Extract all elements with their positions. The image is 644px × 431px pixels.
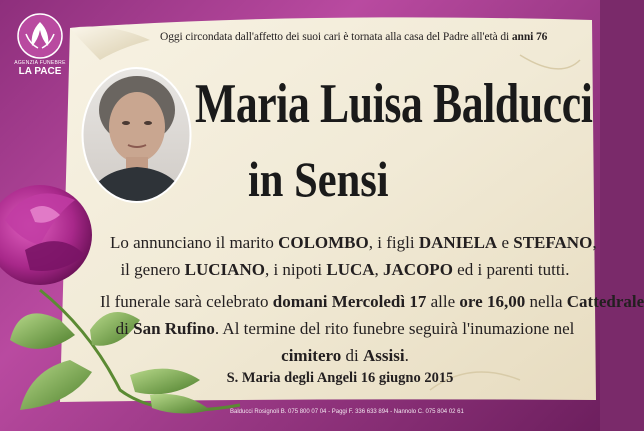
funeral-line-1: Il funerale sarà celebrato domani Mercoledì 17 alle ore 16,00 nella Cattedrale [100, 292, 644, 311]
agency-logo [8, 10, 72, 82]
married-name: in Sensi [248, 151, 389, 207]
age: anni 76 [511, 31, 548, 43]
logo-emblem-icon [8, 10, 72, 62]
deceased-name: Maria Luisa Balducci [195, 73, 593, 135]
announcement-line-1: Lo annunciano il marito COLOMBO, i figli DANIELA e STEFANO, [110, 233, 597, 252]
place-date: S. Maria degli Angeli 16 giugno 2015 [226, 370, 454, 386]
intro-line [160, 31, 590, 43]
footer-contacts: Balducci Rosignoli B. 075 800 07 04 - Paggi F. 336 633 894 - Nannolo C. 075 804 02 61 [230, 409, 464, 415]
announcement-line-2: il genero LUCIANO, i nipoti LUCA, JACOPO ed i parenti tutti. [120, 260, 570, 279]
announcement-paragraph [110, 229, 597, 283]
deceased-photo [80, 65, 193, 205]
funeral-paragraph [100, 288, 644, 369]
intro-text: Oggi circondata dall'affetto dei suoi cari è tornata alla casa del Padre all'età di [160, 31, 512, 43]
funeral-line-3: cimitero di Assisi. [281, 346, 409, 365]
logo-agency-line: AGENZIA FUNEBRE [14, 60, 66, 66]
funeral-line-2: di San Rufino. Al termine del rito funebre seguirà l'inumazione nel [115, 319, 575, 338]
logo-name: LA PACE [18, 66, 62, 77]
